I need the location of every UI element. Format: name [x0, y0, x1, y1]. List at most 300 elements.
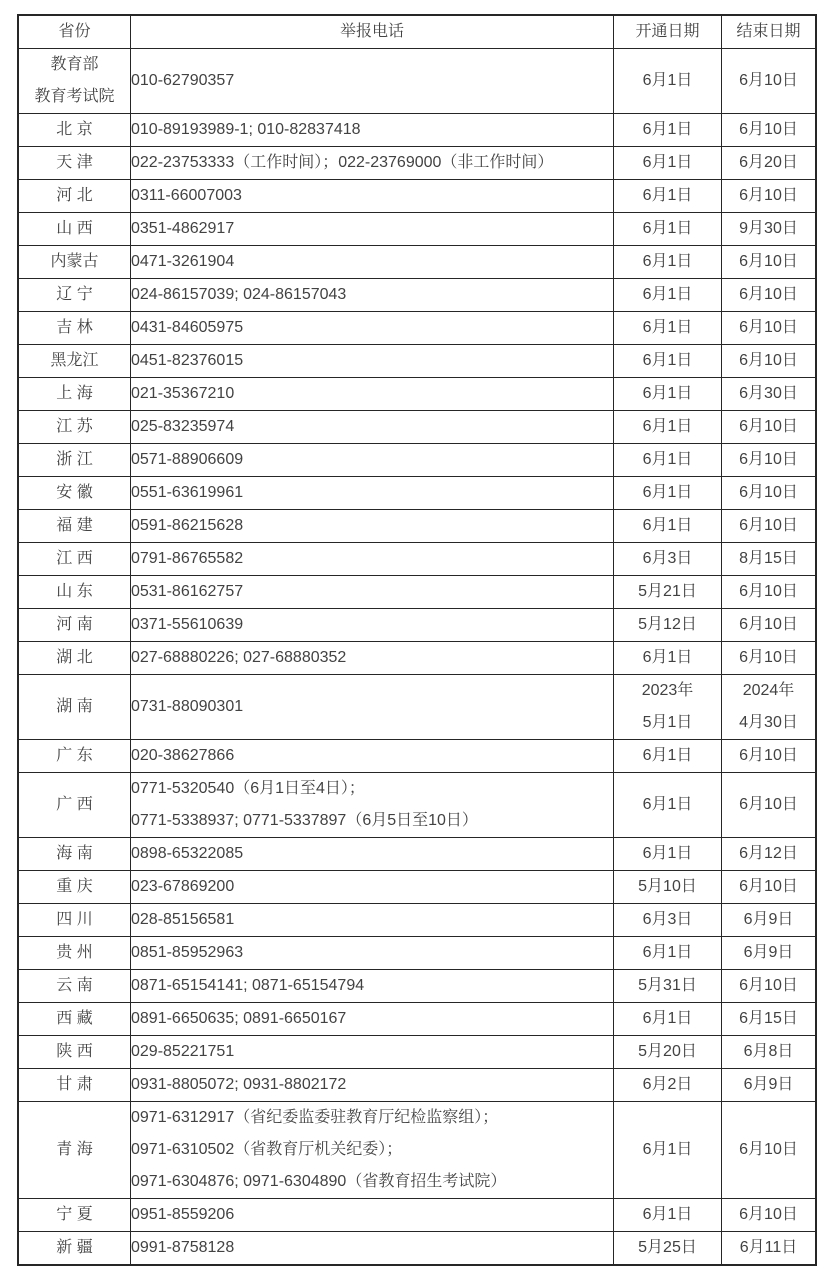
end-date-cell: [722, 773, 817, 838]
table-row: [18, 1003, 816, 1036]
phone-cell-line: 0431-84605975: [131, 319, 244, 336]
province-cell: [18, 345, 131, 378]
province-cell: [18, 970, 131, 1003]
province-cell-line: 湖 南: [56, 698, 93, 715]
end-date-cell-line: 6月10日: [739, 253, 798, 270]
open-date-cell: [614, 773, 722, 838]
end-date-cell-line: 6月10日: [739, 517, 798, 534]
table-header: [18, 15, 816, 49]
open-date-cell-line: 6月1日: [642, 517, 693, 534]
end-date-cell-line: 8月15日: [739, 550, 798, 567]
table-row: [18, 147, 816, 180]
end-date-cell-line: 2024年: [742, 682, 795, 699]
phone-cell-line: 0311-66007003: [131, 187, 242, 204]
phone-cell-line: 0991-8758128: [131, 1239, 235, 1256]
end-date-cell-line: 6月10日: [739, 418, 798, 435]
province-cell: [18, 543, 131, 576]
header-phone: 举报电话: [131, 15, 614, 49]
phone-cell: [131, 213, 614, 246]
end-date-cell-line: 6月12日: [739, 845, 798, 862]
province-cell: [18, 609, 131, 642]
table-row: [18, 609, 816, 642]
province-cell: [18, 49, 131, 114]
province-cell: [18, 510, 131, 543]
phone-cell-line: 021-35367210: [131, 385, 235, 402]
province-cell-line: 浙 江: [56, 451, 93, 468]
end-date-cell-line: 6月10日: [739, 121, 798, 138]
open-date-cell-line: 6月1日: [642, 1010, 693, 1027]
table-row: [18, 312, 816, 345]
end-date-cell: [722, 114, 817, 147]
phone-cell-line: 0971-6304876; 0971-6304890（省教育招生考试院）: [131, 1173, 507, 1190]
open-date-cell-line: 6月1日: [642, 352, 693, 369]
end-date-cell-line: 6月10日: [739, 319, 798, 336]
province-cell-line: 黑龙江: [50, 352, 99, 369]
phone-cell: [131, 378, 614, 411]
end-date-cell: [722, 576, 817, 609]
table-row: [18, 345, 816, 378]
province-cell: [18, 180, 131, 213]
end-date-cell: [722, 312, 817, 345]
phone-cell: [131, 411, 614, 444]
phone-cell: [131, 838, 614, 871]
open-date-cell: [614, 675, 722, 740]
table-row: [18, 970, 816, 1003]
province-cell-line: 青 海: [56, 1141, 93, 1158]
open-date-cell: [614, 1069, 722, 1102]
open-date-cell: [614, 444, 722, 477]
phone-cell: [131, 642, 614, 675]
province-cell-line: 广 东: [56, 747, 93, 764]
open-date-cell: [614, 576, 722, 609]
open-date-cell: [614, 279, 722, 312]
open-date-cell: [614, 246, 722, 279]
phone-cell: [131, 114, 614, 147]
phone-cell-line: 0898-65322085: [131, 845, 244, 862]
province-cell-line: 西 藏: [56, 1010, 93, 1027]
open-date-cell-line: 6月2日: [642, 1076, 693, 1093]
phone-cell-line: 0531-86162757: [131, 583, 244, 600]
open-date-cell: [614, 1232, 722, 1266]
province-cell: [18, 1069, 131, 1102]
open-date-cell: [614, 543, 722, 576]
open-date-cell: [614, 937, 722, 970]
phone-cell: [131, 1036, 614, 1069]
phone-cell-line: 0851-85952963: [131, 944, 244, 961]
table-row: [18, 871, 816, 904]
province-cell: [18, 279, 131, 312]
phone-cell-line: 0371-55610639: [131, 616, 244, 633]
end-date-cell-line: 6月9日: [743, 911, 794, 928]
table-row: [18, 246, 816, 279]
open-date-cell-line: 6月1日: [642, 385, 693, 402]
end-date-cell-line: 6月10日: [739, 187, 798, 204]
end-date-cell: [722, 444, 817, 477]
province-cell-line: 北 京: [56, 121, 93, 138]
end-date-cell-line: 6月10日: [739, 649, 798, 666]
phone-cell-line: 0731-88090301: [131, 698, 244, 715]
open-date-cell-line: 5月25日: [638, 1239, 697, 1256]
open-date-cell: [614, 312, 722, 345]
province-cell: [18, 1036, 131, 1069]
table-row: [18, 279, 816, 312]
phone-cell: [131, 1232, 614, 1266]
open-date-cell: [614, 180, 722, 213]
header-end-date: 结束日期: [722, 15, 817, 49]
end-date-cell: [722, 246, 817, 279]
open-date-cell: [614, 838, 722, 871]
phone-cell-line: 0591-86215628: [131, 517, 244, 534]
end-date-cell-line: 6月30日: [739, 385, 798, 402]
end-date-cell: [722, 1036, 817, 1069]
end-date-cell: [722, 740, 817, 773]
open-date-cell-line: 6月1日: [642, 253, 693, 270]
table-row: [18, 904, 816, 937]
open-date-cell-line: 6月1日: [642, 484, 693, 501]
end-date-cell: [722, 1069, 817, 1102]
open-date-cell: [614, 609, 722, 642]
open-date-cell-line: 6月1日: [642, 649, 693, 666]
open-date-cell-line: 6月1日: [642, 154, 693, 171]
province-cell-line: 山 西: [56, 220, 93, 237]
province-cell: [18, 773, 131, 838]
phone-cell-line: 025-83235974: [131, 418, 235, 435]
open-date-cell: [614, 1003, 722, 1036]
province-cell-line: 辽 宁: [56, 286, 93, 303]
end-date-cell-line: 6月10日: [739, 1141, 798, 1158]
open-date-cell-line: 2023年: [641, 682, 694, 699]
province-cell-line: 内蒙古: [50, 253, 99, 270]
province-cell-line: 广 西: [56, 796, 93, 813]
phone-cell-line: 024-86157039; 024-86157043: [131, 286, 347, 303]
open-date-cell-line: 6月1日: [642, 418, 693, 435]
open-date-cell: [614, 642, 722, 675]
end-date-cell: [722, 970, 817, 1003]
open-date-cell: [614, 871, 722, 904]
end-date-cell-line: 6月10日: [739, 352, 798, 369]
open-date-cell-line: 5月12日: [638, 616, 697, 633]
open-date-cell: [614, 114, 722, 147]
open-date-cell: [614, 477, 722, 510]
end-date-cell: [722, 345, 817, 378]
end-date-cell-line: 6月8日: [743, 1043, 794, 1060]
open-date-cell-line: 6月3日: [642, 550, 693, 567]
phone-cell-line: 029-85221751: [131, 1043, 235, 1060]
phone-cell-line: 0451-82376015: [131, 352, 244, 369]
province-cell-line: 教育考试院: [34, 88, 115, 105]
province-cell-line: 湖 北: [56, 649, 93, 666]
end-date-cell: [722, 411, 817, 444]
phone-cell: [131, 510, 614, 543]
open-date-cell: [614, 147, 722, 180]
end-date-cell-line: 6月10日: [739, 286, 798, 303]
open-date-cell: [614, 411, 722, 444]
end-date-cell: [722, 543, 817, 576]
end-date-cell-line: 6月9日: [743, 1076, 794, 1093]
open-date-cell-line: 5月21日: [638, 583, 697, 600]
open-date-cell: [614, 345, 722, 378]
end-date-cell: [722, 1199, 817, 1232]
province-cell: [18, 312, 131, 345]
header-row: [18, 15, 816, 49]
end-date-cell: [722, 180, 817, 213]
phone-cell: [131, 477, 614, 510]
province-cell: [18, 477, 131, 510]
phone-cell: [131, 180, 614, 213]
open-date-cell-line: 6月1日: [642, 747, 693, 764]
end-date-cell: [722, 1232, 817, 1266]
province-cell: [18, 444, 131, 477]
province-cell: [18, 1232, 131, 1266]
province-cell: [18, 838, 131, 871]
end-date-cell: [722, 838, 817, 871]
open-date-cell-line: 5月10日: [638, 878, 697, 895]
phone-cell: [131, 675, 614, 740]
end-date-cell: [722, 937, 817, 970]
province-cell-line: 上 海: [56, 385, 93, 402]
phone-cell-line: 010-89193989-1; 010-82837418: [131, 121, 361, 138]
phone-cell-line: 0551-63619961: [131, 484, 244, 501]
phone-cell: [131, 609, 614, 642]
phone-cell-line: 0771-5320540（6月1日至4日）；: [131, 780, 365, 797]
province-cell: [18, 147, 131, 180]
phone-cell: [131, 543, 614, 576]
table-row: [18, 213, 816, 246]
end-date-cell: [722, 904, 817, 937]
phone-cell-line: 0471-3261904: [131, 253, 235, 270]
phone-cell-line: 0971-6310502（省教育厅机关纪委）；: [131, 1141, 403, 1158]
phone-cell: [131, 246, 614, 279]
end-date-cell-line: 6月10日: [739, 1206, 798, 1223]
phone-cell: [131, 1102, 614, 1199]
province-cell-line: 新 疆: [56, 1239, 93, 1256]
open-date-cell: [614, 1036, 722, 1069]
table-row: [18, 740, 816, 773]
phone-cell-line: 0871-65154141; 0871-65154794: [131, 977, 365, 994]
end-date-cell-line: 6月10日: [739, 616, 798, 633]
end-date-cell-line: 6月15日: [739, 1010, 798, 1027]
province-cell-line: 河 南: [56, 616, 93, 633]
phone-cell-line: 0931-8805072; 0931-8802172: [131, 1076, 347, 1093]
province-cell-line: 教育部: [50, 56, 99, 73]
phone-cell: [131, 904, 614, 937]
open-date-cell: [614, 510, 722, 543]
end-date-cell-line: 6月10日: [739, 977, 798, 994]
open-date-cell-line: 6月1日: [642, 845, 693, 862]
end-date-cell: [722, 609, 817, 642]
open-date-cell-line: 6月1日: [642, 1141, 693, 1158]
open-date-cell: [614, 740, 722, 773]
open-date-cell-line: 5月31日: [638, 977, 697, 994]
province-cell-line: 甘 肃: [56, 1076, 93, 1093]
open-date-cell-line: 6月1日: [642, 1206, 693, 1223]
province-cell: [18, 1003, 131, 1036]
phone-cell: [131, 147, 614, 180]
end-date-cell-line: 6月10日: [739, 451, 798, 468]
table-row: [18, 642, 816, 675]
end-date-cell: [722, 1003, 817, 1036]
phone-cell-line: 022-23753333（工作时间）；022-23769000（非工作时间）: [131, 154, 554, 171]
phone-cell: [131, 1069, 614, 1102]
province-cell: [18, 1102, 131, 1199]
end-date-cell-line: 6月11日: [739, 1239, 798, 1256]
end-date-cell-line: 6月10日: [739, 484, 798, 501]
phone-cell-line: 028-85156581: [131, 911, 235, 928]
open-date-cell-line: 6月1日: [642, 796, 693, 813]
end-date-cell-line: 6月20日: [739, 154, 798, 171]
phone-cell-line: 020-38627866: [131, 747, 235, 764]
province-cell-line: 陕 西: [56, 1043, 93, 1060]
phone-cell: [131, 937, 614, 970]
open-date-cell-line: 5月20日: [638, 1043, 697, 1060]
province-cell-line: 江 苏: [56, 418, 93, 435]
end-date-cell: [722, 49, 817, 114]
phone-cell-line: 0791-86765582: [131, 550, 244, 567]
end-date-cell-line: 6月10日: [739, 796, 798, 813]
end-date-cell: [722, 871, 817, 904]
table-row: [18, 773, 816, 838]
phone-cell-line: 027-68880226; 027-68880352: [131, 649, 347, 666]
table-row: [18, 1036, 816, 1069]
open-date-cell-line: 6月1日: [642, 220, 693, 237]
phone-cell-line: 0951-8559206: [131, 1206, 235, 1223]
phone-cell-line: 010-62790357: [131, 72, 235, 89]
province-cell: [18, 740, 131, 773]
open-date-cell-line: 6月1日: [642, 121, 693, 138]
phone-cell-line: 023-67869200: [131, 878, 235, 895]
open-date-cell: [614, 1102, 722, 1199]
phone-cell: [131, 1003, 614, 1036]
open-date-cell-line: 6月3日: [642, 911, 693, 928]
open-date-cell-line: 6月1日: [642, 72, 693, 89]
end-date-cell-line: 6月10日: [739, 72, 798, 89]
table-row: [18, 411, 816, 444]
province-cell: [18, 937, 131, 970]
end-date-cell: [722, 147, 817, 180]
province-cell-line: 四 川: [56, 911, 93, 928]
open-date-cell-line: 6月1日: [642, 187, 693, 204]
table-row: [18, 543, 816, 576]
phone-cell: [131, 970, 614, 1003]
province-cell: [18, 246, 131, 279]
province-cell: [18, 1199, 131, 1232]
open-date-cell: [614, 1199, 722, 1232]
end-date-cell: [722, 378, 817, 411]
phone-cell: [131, 1199, 614, 1232]
table-row: [18, 180, 816, 213]
open-date-cell: [614, 49, 722, 114]
phone-cell: [131, 345, 614, 378]
province-cell-line: 江 西: [56, 550, 93, 567]
table-row: [18, 114, 816, 147]
phone-cell: [131, 773, 614, 838]
table-row: [18, 1102, 816, 1199]
province-cell: [18, 114, 131, 147]
end-date-cell-line: 9月30日: [739, 220, 798, 237]
phone-cell: [131, 576, 614, 609]
province-cell: [18, 642, 131, 675]
phone-cell-line: 0771-5338937; 0771-5337897（6月5日至10日）: [131, 812, 478, 829]
phone-cell: [131, 740, 614, 773]
header-province: 省份: [18, 15, 131, 49]
province-cell: [18, 378, 131, 411]
province-cell-line: 河 北: [56, 187, 93, 204]
table-row: [18, 444, 816, 477]
table-row: [18, 937, 816, 970]
header-open-date: 开通日期: [614, 15, 722, 49]
province-cell-line: 重 庆: [56, 878, 93, 895]
end-date-cell: [722, 477, 817, 510]
province-cell: [18, 576, 131, 609]
province-cell-line: 山 东: [56, 583, 93, 600]
phone-cell: [131, 279, 614, 312]
end-date-cell-line: 6月10日: [739, 747, 798, 764]
table-row: [18, 510, 816, 543]
table-row: [18, 1232, 816, 1266]
province-cell-line: 海 南: [56, 845, 93, 862]
open-date-cell-line: 6月1日: [642, 319, 693, 336]
province-cell-line: 云 南: [56, 977, 93, 994]
end-date-cell: [722, 675, 817, 740]
province-cell: [18, 213, 131, 246]
table-row: [18, 1199, 816, 1232]
phone-cell: [131, 871, 614, 904]
province-cell: [18, 411, 131, 444]
end-date-cell: [722, 642, 817, 675]
province-cell-line: 宁 夏: [56, 1206, 93, 1223]
end-date-cell: [722, 1102, 817, 1199]
province-cell-line: 贵 州: [56, 944, 93, 961]
table-row: [18, 576, 816, 609]
phone-cell-line: 0891-6650635; 0891-6650167: [131, 1010, 347, 1027]
province-cell: [18, 904, 131, 937]
phone-cell: [131, 444, 614, 477]
open-date-cell-line: 6月1日: [642, 944, 693, 961]
open-date-cell: [614, 970, 722, 1003]
phone-cell: [131, 49, 614, 114]
province-cell: [18, 675, 131, 740]
province-cell-line: 福 建: [56, 517, 93, 534]
table-row: [18, 477, 816, 510]
open-date-cell: [614, 904, 722, 937]
end-date-cell-line: 6月10日: [739, 583, 798, 600]
table-row: [18, 838, 816, 871]
open-date-cell-line: 5月1日: [642, 714, 693, 731]
phone-cell-line: 0351-4862917: [131, 220, 235, 237]
province-cell-line: 吉 林: [56, 319, 93, 336]
province-cell: [18, 871, 131, 904]
open-date-cell: [614, 213, 722, 246]
table-row: [18, 1069, 816, 1102]
end-date-cell: [722, 510, 817, 543]
table-row: [18, 675, 816, 740]
end-date-cell-line: 4月30日: [739, 714, 798, 731]
phone-cell: [131, 312, 614, 345]
phone-cell-line: 0571-88906609: [131, 451, 244, 468]
open-date-cell: [614, 378, 722, 411]
open-date-cell-line: 6月1日: [642, 451, 693, 468]
end-date-cell-line: 6月9日: [743, 944, 794, 961]
report-phone-table: [17, 14, 817, 1266]
end-date-cell: [722, 279, 817, 312]
phone-cell-line: 0971-6312917（省纪委监委驻教育厅纪检监察组）；: [131, 1109, 499, 1126]
table-row: [18, 49, 816, 114]
end-date-cell: [722, 213, 817, 246]
table-body: [18, 49, 816, 1266]
end-date-cell-line: 6月10日: [739, 878, 798, 895]
province-cell-line: 天 津: [56, 154, 93, 171]
table-row: [18, 378, 816, 411]
